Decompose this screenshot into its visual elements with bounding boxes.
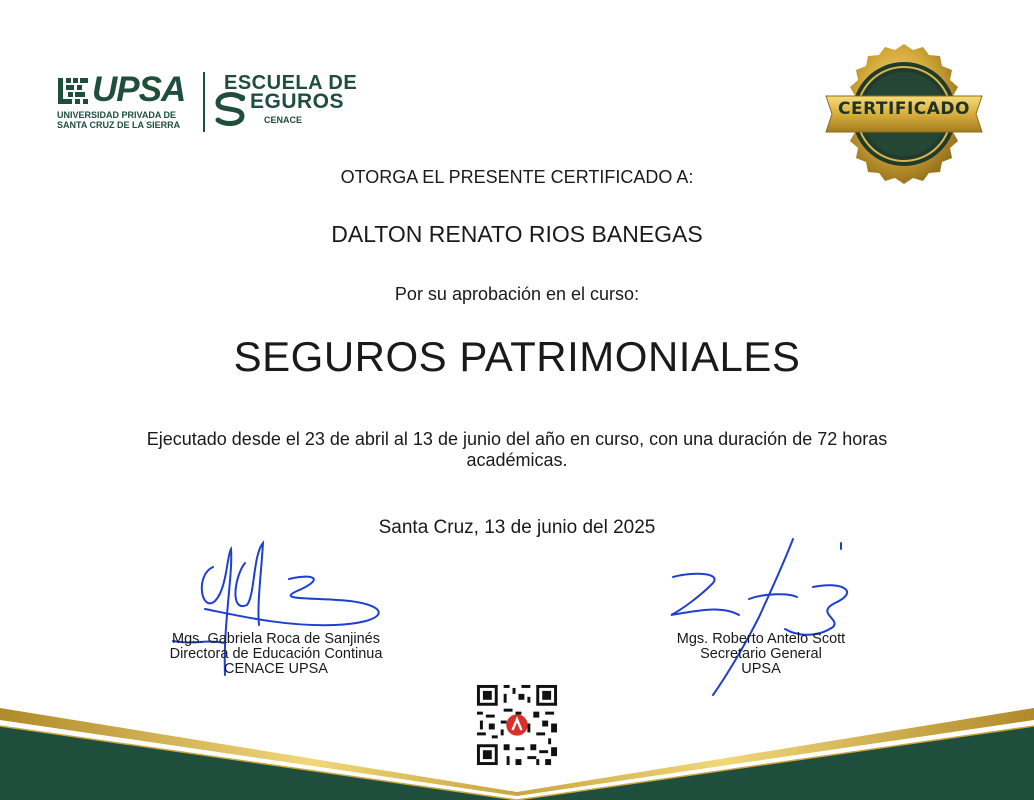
school-cenace: CENACE bbox=[264, 115, 303, 125]
qr-code-icon[interactable] bbox=[474, 682, 560, 768]
course-title: SEGUROS PATRIMONIALES bbox=[233, 333, 801, 380]
certificate-seal bbox=[824, 44, 984, 184]
school-name-line1: ESCUELA DE bbox=[224, 72, 358, 94]
signatory-left-org: CENACE UPSA bbox=[224, 661, 328, 677]
school-name-line2: EGUROS bbox=[250, 90, 345, 113]
upsa-subtitle: UNIVERSIDAD PRIVADA DE SANTA CRUZ DE LA SIERRA bbox=[57, 110, 181, 130]
course-intro: Por su aprobación en el curso: bbox=[394, 284, 640, 304]
signatory-right-role: Secretario General bbox=[700, 646, 822, 662]
upsa-wordmark: UPSA bbox=[92, 70, 186, 109]
upsa-emblem-icon bbox=[56, 76, 90, 106]
institution-logos bbox=[56, 70, 386, 134]
signatory-right-name: Mgs. Roberto Antelo Scott bbox=[676, 631, 846, 647]
place-date: Santa Cruz, 13 de junio del 2025 bbox=[378, 517, 656, 538]
logo-divider bbox=[203, 72, 205, 132]
signatory-left-role: Directora de Educación Continua bbox=[169, 646, 383, 662]
signatory-left-name: Mgs. Gabriela Roca de Sanjinés bbox=[172, 631, 380, 647]
school-s-emblem-icon bbox=[212, 90, 250, 128]
signatory-left bbox=[126, 632, 426, 677]
course-description: Ejecutado desde el 23 de abril al 13 de junio del año en curso, con una duración de 72 horas académicas. bbox=[146, 429, 888, 470]
seal-label: CERTIFICADO bbox=[838, 99, 970, 119]
signatory-right-org: UPSA bbox=[741, 661, 781, 677]
awards-line: OTORGA EL PRESENTE CERTIFICADO A: bbox=[340, 167, 694, 187]
recipient-name: DALTON RENATO RIOS BANEGAS bbox=[331, 221, 703, 247]
signatory-right bbox=[611, 632, 911, 677]
